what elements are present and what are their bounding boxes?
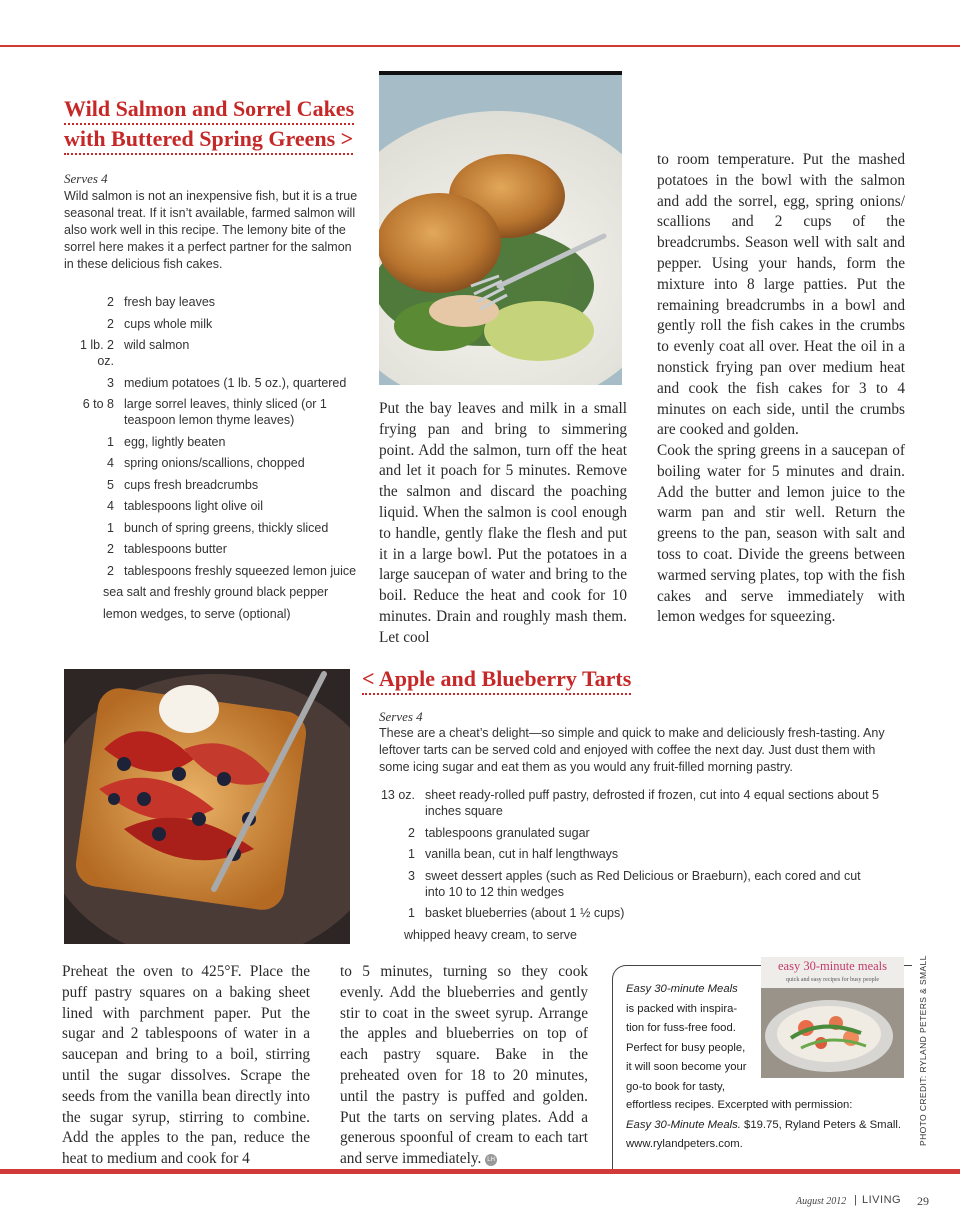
ingredient-indent bbox=[62, 606, 103, 622]
ingredient-qty: 3 bbox=[408, 868, 415, 883]
ingredient-qty: 13 oz. bbox=[380, 788, 415, 802]
ingredient-item bbox=[363, 905, 883, 921]
ingredient-item bbox=[62, 520, 362, 536]
ingredient-text: basket blueberries (about 1 ½ cups) bbox=[425, 906, 625, 920]
ingredient-item bbox=[62, 396, 362, 428]
sidebar-website-link[interactable]: www.rylandpeters.com. bbox=[626, 1138, 743, 1150]
recipe-title-salmon bbox=[64, 95, 374, 155]
ingredient-text: bunch of spring greens, thickly sliced bbox=[124, 520, 329, 535]
sidebar-text-wrap bbox=[626, 980, 761, 1097]
ingredient-qty: 4 bbox=[107, 499, 114, 513]
tarts-method-col2-text: to 5 minutes, turning so they cook evenly. Add the blueberries and gently stir to coat in the sweet syrup. Arrange the apples and blueberries on top of each pastry square. Bake in the preheated oven for 18 to 20 minutes, until the pastry is puffed and golden. Put the tarts on serving plates. Add a generous spoonful of cream to each tart and serve immediately. bbox=[340, 963, 588, 1168]
book-cover bbox=[761, 957, 904, 1078]
bottom-rule bbox=[0, 1169, 960, 1174]
ingredient-item bbox=[363, 825, 883, 841]
ingredient-text: medium potatoes (1 lb. 5 oz.), quartered bbox=[124, 375, 347, 390]
recipe-title-line-2: with Buttered Spring Greens > bbox=[64, 125, 353, 155]
ingredient-text: tablespoons granulated sugar bbox=[425, 825, 590, 840]
ingredient-qty: 2 bbox=[107, 563, 114, 578]
ingredient-item bbox=[62, 316, 362, 332]
salmon-ingredient-list bbox=[62, 294, 362, 627]
ingredient-item bbox=[62, 563, 362, 579]
ingredient-item bbox=[62, 541, 362, 557]
ingredient-indent bbox=[62, 584, 103, 600]
ingredient-qty: 6 to 8 bbox=[82, 397, 114, 411]
ingredient-text: spring onions/scallions, chopped bbox=[124, 456, 305, 470]
ingredient-item bbox=[62, 606, 362, 622]
ingredient-qty: 1 bbox=[408, 847, 415, 861]
tarts-intro: These are a cheat’s delight—so simple and quick to make and deliciously fresh-tasting. Any leftover tarts can be served cold and enjoyed with coffee the next day. Just dust them with some icing sugar and eat them as you would any fruit-filled morning pastry. bbox=[379, 726, 885, 774]
ingredient-text: lemon wedges, to serve (optional) bbox=[103, 606, 291, 621]
ingredient-text: tablespoons light olive oil bbox=[124, 499, 263, 513]
ingredient-qty: 4 bbox=[107, 456, 114, 470]
ingredient-qty: 1 lb. 2 oz. bbox=[79, 338, 114, 368]
ingredient-text: sea salt and freshly ground black pepper bbox=[103, 585, 329, 599]
ingredient-item bbox=[62, 584, 362, 600]
ingredient-qty: 1 bbox=[107, 434, 114, 449]
ingredient-text: whipped heavy cream, to serve bbox=[404, 927, 578, 942]
ingredient-item bbox=[363, 868, 883, 900]
ingredient-qty: 2 bbox=[107, 295, 114, 309]
ingredient-indent bbox=[363, 927, 404, 943]
ingredient-qty: 2 bbox=[107, 316, 114, 331]
ingredient-item bbox=[62, 455, 362, 471]
ingredient-text: cups fresh breadcrumbs bbox=[124, 477, 259, 492]
ingredient-item bbox=[62, 337, 362, 369]
salmon-method-col2-p1: to room temperature. Put the mashed potatoes in the bowl with the salmon and add the sorrel, egg, spring onions/ scallions and 2 cups of the breadcrumbs. Season well with salt and pepper. Using your hands, form the mixture into 8 large patties. Put the remaining breadcrumbs in a bowl and gently roll the fish cakes in the crumbs to evenly coat all over. Heat the oil in a nonstick frying pan over medium heat and cook the fish cakes for 3 to 4 minutes on each side, until the crumbs are cooked and golden. bbox=[657, 151, 905, 439]
page-number: 29 bbox=[917, 1194, 929, 1208]
ingredient-text: large sorrel leaves, thinly sliced (or 1 teaspoon lemon thyme leaves) bbox=[124, 397, 327, 427]
ingredient-text: tablespoons butter bbox=[124, 542, 227, 556]
salmon-intro: Wild salmon is not an inexpensive fish, but it is a true seasonal treat. If it isn’t available, farmed salmon will also work well in this recipe. The lemony bite of the sorrel here makes it a perfect partner for the salmon in these delicious fish cakes. bbox=[64, 189, 358, 271]
ingredient-text: wild salmon bbox=[124, 338, 190, 352]
salmon-serves: Serves 4 bbox=[64, 171, 108, 186]
tarts-method-col1: Preheat the oven to 425°F. Place the puff pastry squares on a baking sheet lined with parchment paper. Put the sugar and 2 tablespoons of water in a saucepan and bring to a boil, stirring until the sugar dissolves. Scrape the seeds from the vanilla bean directly into the sugar syrup, stirring to combine. Add the apples to the pan, reduce the heat to medium and cook for 4 bbox=[62, 963, 310, 1168]
sidebar-lines bbox=[626, 1000, 761, 1098]
sidebar-price-rest: $19.75, Ryland Peters & Small. bbox=[740, 1118, 902, 1131]
recipe-title-tarts: < Apple and Blueberry Tarts bbox=[362, 665, 631, 695]
sidebar-price-title: Easy 30-Minute Meals. bbox=[626, 1118, 741, 1131]
ingredient-text: fresh bay leaves bbox=[124, 295, 216, 309]
salmon-method-col1: Put the bay leaves and milk in a small frying pan and bring to simmering point. Add the salmon, turn off the heat and let it poach for 5 minutes. Remove the salmon and discard the poaching liquid. When the salmon is cool enough to handle, gently flake the flesh and put it in a large bowl. Put the potatoes in a large saucepan of water and bring to the boil. Reduce the heat and cook for 10 minutes. Drain and roughly mash them. Let cool bbox=[379, 400, 627, 646]
book-cover-photo bbox=[761, 988, 904, 1078]
ingredient-qty: 1 bbox=[107, 520, 114, 535]
sidebar-line: Perfect for busy people, bbox=[626, 1041, 746, 1054]
salmon-cakes-photo bbox=[379, 71, 622, 385]
ingredient-text: sheet ready-rolled puff pastry, defrosted if frozen, cut into 4 equal sections about 5 inches square bbox=[425, 788, 879, 818]
end-mark-icon: LH bbox=[485, 1154, 497, 1166]
ingredient-item bbox=[62, 375, 362, 391]
ingredient-item bbox=[62, 477, 362, 493]
ingredient-qty: 5 bbox=[107, 477, 114, 492]
ingredient-text: vanilla bean, cut in half lengthways bbox=[425, 847, 619, 861]
ingredient-item bbox=[62, 498, 362, 514]
ingredient-item bbox=[62, 294, 362, 310]
tarts-ingredient-list bbox=[363, 787, 883, 948]
book-cover-title: easy 30-minute meals bbox=[778, 959, 887, 973]
footer-separator: | bbox=[854, 1194, 857, 1206]
ingredient-text: tablespoons freshly squeezed lemon juice bbox=[124, 563, 357, 578]
top-rule bbox=[0, 45, 960, 47]
ingredient-qty: 1 bbox=[408, 906, 415, 920]
sidebar-line: it will soon become your bbox=[626, 1061, 747, 1073]
sidebar-line-price bbox=[626, 1116, 911, 1136]
ingredient-item bbox=[363, 927, 883, 943]
sidebar-line-excerpt: effortless recipes. Excerpted with permission: bbox=[626, 1099, 853, 1111]
recipe-title-line-1: Wild Salmon and Sorrel Cakes bbox=[64, 95, 354, 125]
ingredient-item bbox=[62, 434, 362, 450]
tarts-serves: Serves 4 bbox=[379, 709, 423, 724]
ingredient-item bbox=[363, 846, 883, 862]
book-cover-subtitle: quick and easy recipes for busy people bbox=[786, 977, 879, 983]
sidebar-line: is packed with inspira- bbox=[626, 1002, 738, 1015]
apple-tart-photo bbox=[64, 669, 350, 944]
photo-credit: PHOTO CREDIT: RYLAND PETERS & SMALL bbox=[918, 955, 928, 1146]
sidebar-line: go-to book for tasty, bbox=[626, 1080, 726, 1093]
footer-date: August 2012 bbox=[796, 1196, 847, 1207]
ingredient-text: cups whole milk bbox=[124, 316, 213, 331]
sidebar-line: tion for fuss-free food. bbox=[626, 1022, 736, 1034]
sidebar-book-title: Easy 30-minute Meals bbox=[626, 983, 738, 995]
ingredient-qty: 2 bbox=[408, 825, 415, 840]
ingredient-qty: 3 bbox=[107, 375, 114, 390]
ingredient-text: egg, lightly beaten bbox=[124, 434, 226, 449]
footer-section: LIVING bbox=[862, 1194, 902, 1206]
tarts-method-col2 bbox=[340, 962, 588, 1170]
ingredient-qty: 2 bbox=[107, 542, 114, 556]
sidebar-text-full bbox=[626, 1096, 911, 1155]
salmon-method-col2-p2: Cook the spring greens in a saucepan of boiling water for 5 minutes and drain. Add the butter and lemon juice to the warm pan and stir well. Return the greens to the pan, season with salt and toss to coat. Divide the greens between warmed serving plates, top with the fish cakes and serve immediately with lemon wedges for squeezing. bbox=[657, 442, 905, 626]
ingredient-text: sweet dessert apples (such as Red Delicious or Braeburn), each cored and cut into 10 to 12 thin wedges bbox=[425, 868, 861, 899]
ingredient-item bbox=[363, 787, 883, 819]
